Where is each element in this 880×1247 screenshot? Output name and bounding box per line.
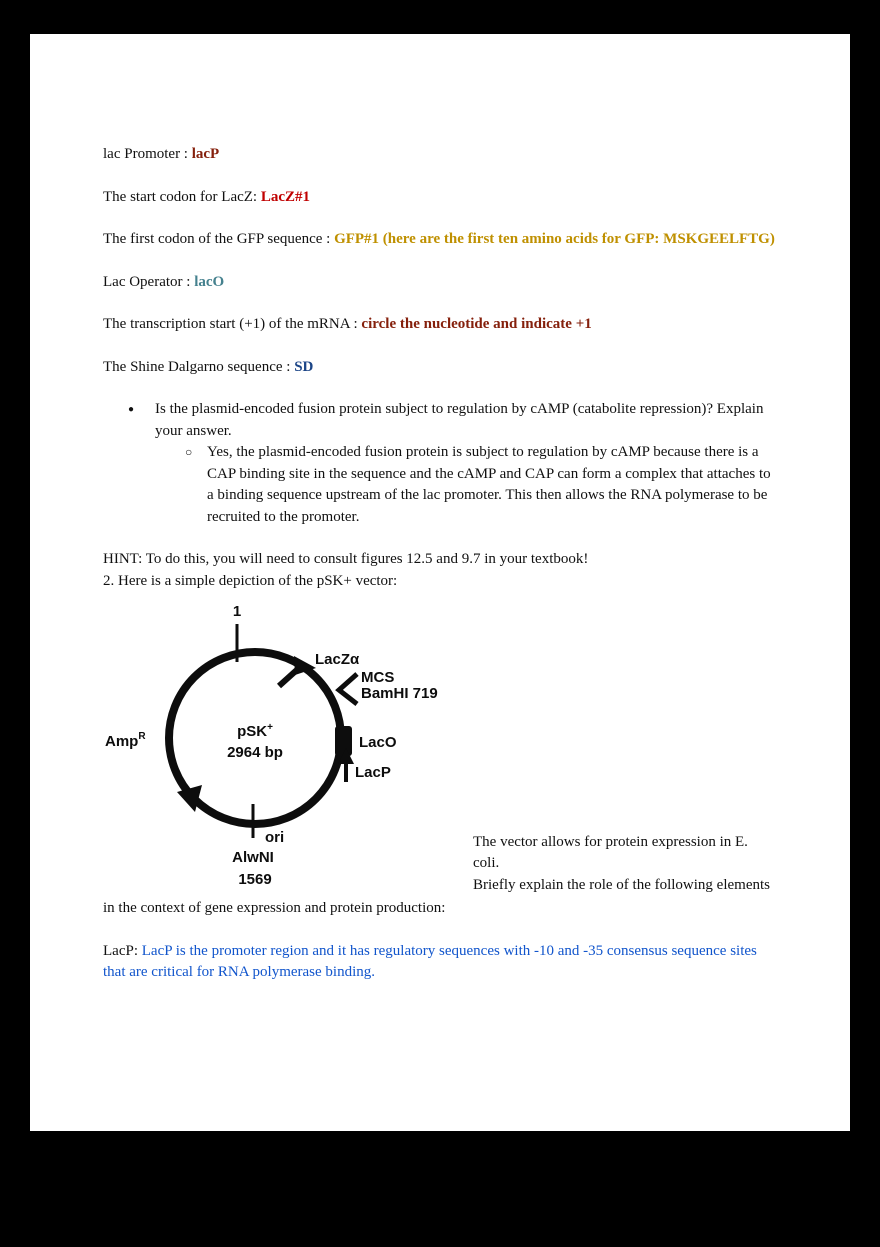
alwni-label: AlwNI (232, 849, 274, 866)
laczalpha-label: LacZα (315, 651, 360, 668)
vector-note-line2: Briefly explain the role of the following elements (473, 876, 770, 893)
plasmid-diagram (103, 598, 448, 898)
gfp-value: GFP#1 (here are the first ten amino acids for GFP: MSKGEELFTG) (334, 231, 775, 247)
laco-label: LacO (359, 734, 397, 751)
paragraph-start-codon (103, 187, 777, 209)
filled-bullet-icon: ● (128, 404, 135, 415)
start-codon-value: LacZ#1 (260, 188, 311, 205)
figure-row (103, 598, 777, 898)
paragraph-transcription-start (103, 314, 777, 336)
lac-promoter-value: lacP (191, 146, 220, 162)
paragraph-gfp (103, 229, 777, 251)
document-page (30, 34, 850, 1131)
lac-operator-value: lacO (194, 273, 225, 290)
vector-note (473, 832, 777, 897)
paragraph-lac-operator (103, 272, 777, 294)
hint-line: HINT: To do this, you will need to consult figures 12.5 and 9.7 in your textbook! (103, 551, 589, 567)
answer-text: Yes, the plasmid-encoded fusion protein is subject to regulation by cAMP because there is a CAP binding site in the sequence and the cAMP and CAP can form a complex that attaches to a binding sequence upstream of the lac promoter. This then allows the RNA polymerase to be recruited to the promoter. (207, 444, 771, 525)
question-text: Is the plasmid-encoded fusion protein subject to regulation by cAMP (catabolite repression)? Explain your answer. (155, 401, 764, 439)
lacp-answer-label: LacP: (103, 942, 142, 959)
plasmid-name-label: pSK+ (237, 722, 273, 740)
item2-line: 2. Here is a simple depiction of the pSK+ vector: (103, 572, 398, 589)
ring-arrowhead-icon (177, 785, 202, 812)
plasmid-size-label: 2964 bp (227, 744, 283, 761)
hollow-bullet-icon: ○ (185, 445, 193, 459)
paragraph-shine-dalgarno (103, 357, 777, 379)
start-codon-label: The start codon for LacZ: (103, 188, 261, 205)
bullet-list (103, 399, 777, 528)
transcription-label: The transcription start (+1) of the mRNA : (103, 316, 362, 332)
mcs-label: MCS (361, 669, 395, 686)
sd-label: The Shine Dalgarno sequence : (103, 358, 295, 375)
gfp-label: The first codon of the GFP sequence : (103, 231, 335, 247)
lacp-label: LacP (355, 764, 391, 781)
laco-marker (335, 726, 352, 756)
bamhi-label: BamHI 719 (361, 685, 438, 702)
alwni-position-label: 1569 (238, 871, 272, 888)
transcription-value: circle the nucleotide and indicate +1 (361, 316, 592, 332)
lac-promoter-label: lac Promoter : (103, 146, 192, 162)
position-1-label: 1 (232, 603, 242, 620)
vector-note-line1: The vector allows for protein expression in E. coli. (473, 833, 748, 871)
mcs-bracket-icon (339, 674, 357, 704)
sd-value: SD (294, 358, 314, 375)
list-item-answer (185, 442, 777, 528)
context-line: in the context of gene expression and protein production: (103, 900, 446, 916)
paragraph-lacp-answer (103, 941, 777, 984)
lac-operator-label: Lac Operator : (103, 273, 195, 290)
lacp-answer-value: LacP is the promoter region and it has regulatory sequences with -10 and -35 consensus sequence sites that are critical for RNA polymerase binding. (103, 942, 757, 980)
list-item-question (128, 399, 777, 442)
ampr-label: Amp$^R$ (105, 731, 146, 750)
ori-label: ori (265, 829, 285, 846)
paragraph-lac-promoter (103, 144, 777, 166)
